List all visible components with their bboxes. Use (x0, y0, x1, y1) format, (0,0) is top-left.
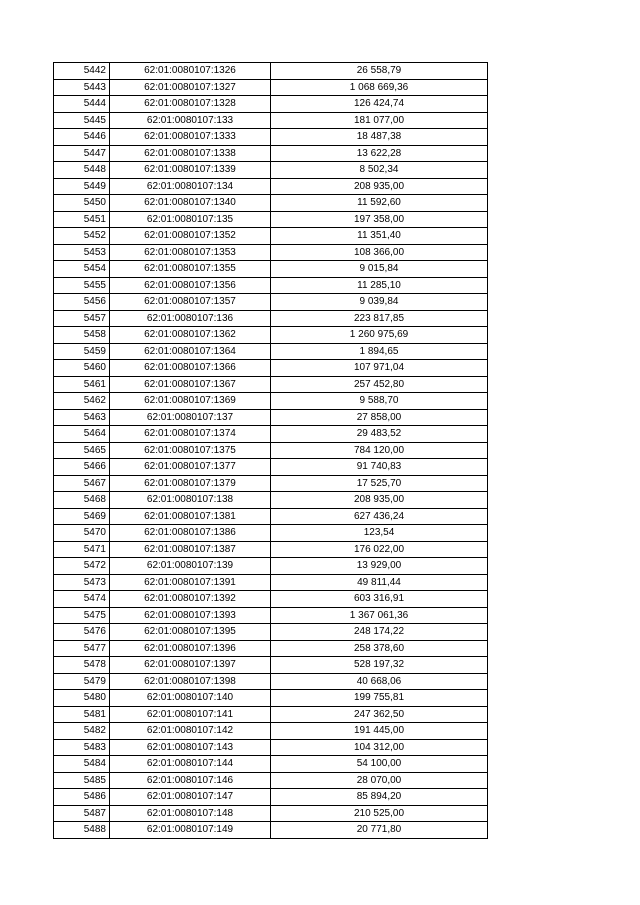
value-cell: 784 120,00 (271, 442, 488, 459)
cadastral-number-cell: 62:01:0080107:1357 (110, 294, 271, 311)
value-cell: 9 015,84 (271, 261, 488, 278)
row-number-cell: 5468 (54, 492, 110, 509)
row-number-cell: 5457 (54, 310, 110, 327)
value-cell: 13 929,00 (271, 558, 488, 575)
cadastral-number-cell: 62:01:0080107:133 (110, 112, 271, 129)
row-number-cell: 5454 (54, 261, 110, 278)
row-number-cell: 5444 (54, 96, 110, 113)
cadastral-number-cell: 62:01:0080107:1386 (110, 525, 271, 542)
cadastral-number-cell: 62:01:0080107:1338 (110, 145, 271, 162)
value-cell: 85 894,20 (271, 789, 488, 806)
row-number-cell: 5452 (54, 228, 110, 245)
table-row (54, 360, 488, 377)
row-number-cell: 5447 (54, 145, 110, 162)
row-number-cell: 5482 (54, 723, 110, 740)
cadastral-number-cell: 62:01:0080107:1398 (110, 673, 271, 690)
row-number-cell: 5465 (54, 442, 110, 459)
row-number-cell: 5460 (54, 360, 110, 377)
value-cell: 29 483,52 (271, 426, 488, 443)
table-row (54, 261, 488, 278)
cadastral-number-cell: 62:01:0080107:137 (110, 409, 271, 426)
value-cell: 54 100,00 (271, 756, 488, 773)
cadastral-number-cell: 62:01:0080107:1381 (110, 508, 271, 525)
cadastral-number-cell: 62:01:0080107:1374 (110, 426, 271, 443)
table-row (54, 805, 488, 822)
cadastral-number-cell: 62:01:0080107:1367 (110, 376, 271, 393)
row-number-cell: 5471 (54, 541, 110, 558)
value-cell: 257 452,80 (271, 376, 488, 393)
table-row (54, 426, 488, 443)
table-row (54, 756, 488, 773)
cadastral-number-cell: 62:01:0080107:1339 (110, 162, 271, 179)
value-cell: 11 285,10 (271, 277, 488, 294)
row-number-cell: 5445 (54, 112, 110, 129)
table-row (54, 310, 488, 327)
value-cell: 1 367 061,36 (271, 607, 488, 624)
table-row (54, 327, 488, 344)
cadastral-number-cell: 62:01:0080107:1328 (110, 96, 271, 113)
table-body (54, 63, 488, 839)
table-row (54, 162, 488, 179)
value-cell: 248 174,22 (271, 624, 488, 641)
row-number-cell: 5466 (54, 459, 110, 476)
table-row (54, 673, 488, 690)
table-row (54, 96, 488, 113)
row-number-cell: 5467 (54, 475, 110, 492)
cadastral-number-cell: 62:01:0080107:1356 (110, 277, 271, 294)
row-number-cell: 5456 (54, 294, 110, 311)
row-number-cell: 5472 (54, 558, 110, 575)
value-cell: 258 378,60 (271, 640, 488, 657)
row-number-cell: 5451 (54, 211, 110, 228)
row-number-cell: 5442 (54, 63, 110, 80)
cadastral-number-cell: 62:01:0080107:1392 (110, 591, 271, 608)
value-cell: 1 068 669,36 (271, 79, 488, 96)
table-row (54, 706, 488, 723)
value-cell: 17 525,70 (271, 475, 488, 492)
row-number-cell: 5479 (54, 673, 110, 690)
value-cell: 11 351,40 (271, 228, 488, 245)
cadastral-number-cell: 62:01:0080107:1340 (110, 195, 271, 212)
value-cell: 208 935,00 (271, 178, 488, 195)
table-row (54, 393, 488, 410)
value-cell: 11 592,60 (271, 195, 488, 212)
row-number-cell: 5483 (54, 739, 110, 756)
value-cell: 1 894,65 (271, 343, 488, 360)
cadastral-number-cell: 62:01:0080107:135 (110, 211, 271, 228)
row-number-cell: 5487 (54, 805, 110, 822)
row-number-cell: 5475 (54, 607, 110, 624)
cadastral-number-cell: 62:01:0080107:136 (110, 310, 271, 327)
cadastral-number-cell: 62:01:0080107:134 (110, 178, 271, 195)
row-number-cell: 5453 (54, 244, 110, 261)
row-number-cell: 5450 (54, 195, 110, 212)
cadastral-value-table (53, 62, 488, 839)
row-number-cell: 5484 (54, 756, 110, 773)
cadastral-number-cell: 62:01:0080107:1387 (110, 541, 271, 558)
value-cell: 20 771,80 (271, 822, 488, 839)
row-number-cell: 5461 (54, 376, 110, 393)
value-cell: 199 755,81 (271, 690, 488, 707)
table-row (54, 541, 488, 558)
table-row (54, 739, 488, 756)
cadastral-number-cell: 62:01:0080107:1326 (110, 63, 271, 80)
row-number-cell: 5473 (54, 574, 110, 591)
value-cell: 13 622,28 (271, 145, 488, 162)
row-number-cell: 5463 (54, 409, 110, 426)
cadastral-number-cell: 62:01:0080107:1362 (110, 327, 271, 344)
table-row (54, 442, 488, 459)
table-row (54, 789, 488, 806)
cadastral-number-cell: 62:01:0080107:1397 (110, 657, 271, 674)
table-row (54, 343, 488, 360)
value-cell: 18 487,38 (271, 129, 488, 146)
table-row (54, 459, 488, 476)
table-row (54, 591, 488, 608)
table-row (54, 475, 488, 492)
table-row (54, 244, 488, 261)
value-cell: 627 436,24 (271, 508, 488, 525)
table-row (54, 129, 488, 146)
value-cell: 210 525,00 (271, 805, 488, 822)
cadastral-number-cell: 62:01:0080107:139 (110, 558, 271, 575)
row-number-cell: 5481 (54, 706, 110, 723)
value-cell: 208 935,00 (271, 492, 488, 509)
cadastral-number-cell: 62:01:0080107:1393 (110, 607, 271, 624)
cadastral-number-cell: 62:01:0080107:1391 (110, 574, 271, 591)
table-row (54, 558, 488, 575)
value-cell: 28 070,00 (271, 772, 488, 789)
value-cell: 197 358,00 (271, 211, 488, 228)
table-row (54, 772, 488, 789)
value-cell: 91 740,83 (271, 459, 488, 476)
value-cell: 191 445,00 (271, 723, 488, 740)
cadastral-number-cell: 62:01:0080107:144 (110, 756, 271, 773)
row-number-cell: 5458 (54, 327, 110, 344)
value-cell: 223 817,85 (271, 310, 488, 327)
row-number-cell: 5455 (54, 277, 110, 294)
table-row (54, 211, 488, 228)
cadastral-number-cell: 62:01:0080107:1355 (110, 261, 271, 278)
value-cell: 107 971,04 (271, 360, 488, 377)
value-cell: 9 588,70 (271, 393, 488, 410)
row-number-cell: 5462 (54, 393, 110, 410)
value-cell: 8 502,34 (271, 162, 488, 179)
value-cell: 528 197,32 (271, 657, 488, 674)
row-number-cell: 5488 (54, 822, 110, 839)
table-row (54, 525, 488, 542)
cadastral-number-cell: 62:01:0080107:1327 (110, 79, 271, 96)
row-number-cell: 5476 (54, 624, 110, 641)
value-cell: 104 312,00 (271, 739, 488, 756)
cadastral-number-cell: 62:01:0080107:143 (110, 739, 271, 756)
value-cell: 49 811,44 (271, 574, 488, 591)
cadastral-number-cell: 62:01:0080107:1377 (110, 459, 271, 476)
value-cell: 1 260 975,69 (271, 327, 488, 344)
row-number-cell: 5478 (54, 657, 110, 674)
row-number-cell: 5470 (54, 525, 110, 542)
table-row (54, 294, 488, 311)
cadastral-number-cell: 62:01:0080107:138 (110, 492, 271, 509)
table-row (54, 409, 488, 426)
table-row (54, 228, 488, 245)
cadastral-number-cell: 62:01:0080107:142 (110, 723, 271, 740)
value-cell: 247 362,50 (271, 706, 488, 723)
row-number-cell: 5448 (54, 162, 110, 179)
row-number-cell: 5480 (54, 690, 110, 707)
cadastral-number-cell: 62:01:0080107:146 (110, 772, 271, 789)
table-row (54, 607, 488, 624)
row-number-cell: 5459 (54, 343, 110, 360)
table-row (54, 178, 488, 195)
table-row (54, 112, 488, 129)
cadastral-number-cell: 62:01:0080107:1369 (110, 393, 271, 410)
row-number-cell: 5449 (54, 178, 110, 195)
row-number-cell: 5469 (54, 508, 110, 525)
row-number-cell: 5443 (54, 79, 110, 96)
cadastral-number-cell: 62:01:0080107:148 (110, 805, 271, 822)
cadastral-number-cell: 62:01:0080107:1364 (110, 343, 271, 360)
value-cell: 603 316,91 (271, 591, 488, 608)
row-number-cell: 5485 (54, 772, 110, 789)
value-cell: 123,54 (271, 525, 488, 542)
row-number-cell: 5446 (54, 129, 110, 146)
table-row (54, 277, 488, 294)
table-row (54, 624, 488, 641)
table-row (54, 723, 488, 740)
table-row (54, 79, 488, 96)
row-number-cell: 5477 (54, 640, 110, 657)
value-cell: 27 858,00 (271, 409, 488, 426)
cadastral-number-cell: 62:01:0080107:1379 (110, 475, 271, 492)
table-row (54, 574, 488, 591)
row-number-cell: 5474 (54, 591, 110, 608)
cadastral-number-cell: 62:01:0080107:1375 (110, 442, 271, 459)
table-row (54, 492, 488, 509)
table-row (54, 508, 488, 525)
value-cell: 126 424,74 (271, 96, 488, 113)
table-row (54, 640, 488, 657)
cadastral-number-cell: 62:01:0080107:141 (110, 706, 271, 723)
cadastral-number-cell: 62:01:0080107:1333 (110, 129, 271, 146)
value-cell: 176 022,00 (271, 541, 488, 558)
row-number-cell: 5464 (54, 426, 110, 443)
value-cell: 40 668,06 (271, 673, 488, 690)
cadastral-number-cell: 62:01:0080107:1366 (110, 360, 271, 377)
cadastral-number-cell: 62:01:0080107:1395 (110, 624, 271, 641)
table-row (54, 195, 488, 212)
value-cell: 9 039,84 (271, 294, 488, 311)
cadastral-number-cell: 62:01:0080107:147 (110, 789, 271, 806)
table-row (54, 376, 488, 393)
table-row (54, 657, 488, 674)
table-row (54, 690, 488, 707)
value-cell: 181 077,00 (271, 112, 488, 129)
table-row (54, 145, 488, 162)
value-cell: 26 558,79 (271, 63, 488, 80)
cadastral-number-cell: 62:01:0080107:149 (110, 822, 271, 839)
row-number-cell: 5486 (54, 789, 110, 806)
cadastral-number-cell: 62:01:0080107:140 (110, 690, 271, 707)
value-cell: 108 366,00 (271, 244, 488, 261)
table-row (54, 822, 488, 839)
cadastral-number-cell: 62:01:0080107:1396 (110, 640, 271, 657)
cadastral-number-cell: 62:01:0080107:1352 (110, 228, 271, 245)
cadastral-number-cell: 62:01:0080107:1353 (110, 244, 271, 261)
table-row (54, 63, 488, 80)
